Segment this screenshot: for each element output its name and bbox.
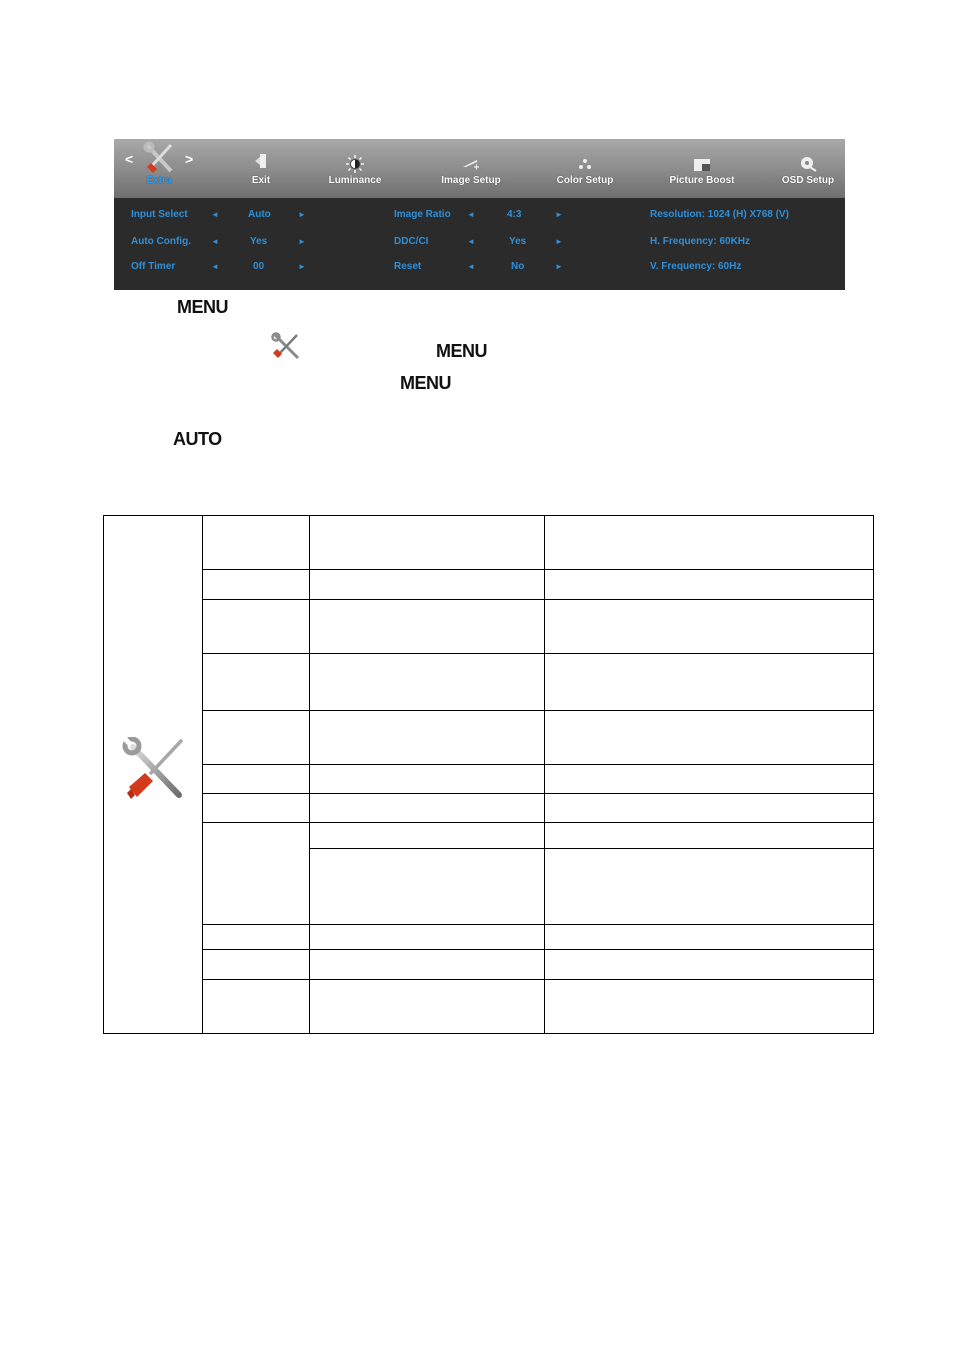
input-select-label[interactable]: Input Select <box>131 209 188 220</box>
tab-image-setup-label: Image Setup <box>441 175 501 186</box>
osd-menu <box>114 139 845 290</box>
tab-picture-boost[interactable] <box>662 139 742 198</box>
image-setup-icon <box>462 157 480 171</box>
nav-left-arrow[interactable]: < <box>125 151 134 167</box>
extra-settings-table <box>103 515 874 1034</box>
off-timer-left-arrow[interactable]: ◄ <box>211 262 219 271</box>
off-timer-right-arrow[interactable]: ► <box>298 262 306 271</box>
nav-right-arrow[interactable]: > <box>185 151 194 167</box>
tab-luminance-label: Luminance <box>328 175 382 186</box>
image-ratio-label[interactable]: Image Ratio <box>394 209 451 220</box>
image-ratio-value: 4:3 <box>507 209 522 220</box>
reset-label[interactable]: Reset <box>394 261 422 272</box>
table-row-divider <box>202 569 874 570</box>
ddc-ci-label[interactable]: DDC/CI <box>394 236 429 247</box>
ddc-ci-value: Yes <box>509 236 527 247</box>
auto-config-value: Yes <box>250 236 268 247</box>
tab-image-setup[interactable] <box>434 139 508 198</box>
table-border-top <box>103 515 874 516</box>
menu-key-label-2: MENU <box>436 341 487 361</box>
table-row-divider <box>202 949 874 950</box>
menu-key-label-1: MENU <box>177 297 228 317</box>
luminance-icon <box>346 155 364 173</box>
off-timer-label[interactable]: Off Timer <box>131 261 176 272</box>
tools-icon <box>270 332 302 360</box>
table-row-divider <box>202 924 874 925</box>
reset-value: No <box>511 261 525 272</box>
color-setup-icon <box>578 158 592 170</box>
off-timer-value: 00 <box>253 261 265 272</box>
tab-osd-setup-label: OSD Setup <box>781 175 835 186</box>
table-row-divider <box>202 764 874 765</box>
resolution-info: Resolution: 1024 (H) X768 (V) <box>650 209 789 220</box>
tools-icon <box>141 141 177 175</box>
table-border-left <box>103 515 104 1034</box>
image-ratio-left-arrow[interactable]: ◄ <box>467 210 475 219</box>
tab-picture-boost-label: Picture Boost <box>669 175 735 186</box>
table-row-divider <box>202 793 874 794</box>
input-select-right-arrow[interactable]: ► <box>298 210 306 219</box>
tab-exit[interactable] <box>236 139 286 198</box>
osd-settings <box>114 198 845 290</box>
tab-extra-label: Extra <box>146 175 172 186</box>
table-border-bottom <box>103 1033 874 1034</box>
table-row-divider <box>202 979 874 980</box>
input-select-value: Auto <box>248 209 271 220</box>
table-row-divider <box>202 653 874 654</box>
auto-key-label: AUTO <box>173 429 222 449</box>
table-row-divider <box>202 599 874 600</box>
tab-exit-label: Exit <box>251 175 271 186</box>
table-col-divider <box>309 515 310 1034</box>
v-frequency-info: V. Frequency: 60Hz <box>650 261 742 272</box>
exit-icon <box>254 153 268 169</box>
osd-tab-bar <box>114 139 845 198</box>
tab-luminance[interactable] <box>322 139 388 198</box>
table-row-divider <box>202 822 874 823</box>
h-frequency-info: H. Frequency: 60KHz <box>650 236 751 247</box>
image-ratio-right-arrow[interactable]: ► <box>555 210 563 219</box>
table-row-divider <box>202 710 874 711</box>
osd-setup-icon <box>799 156 817 172</box>
tab-color-setup-label: Color Setup <box>556 175 614 186</box>
ddc-ci-right-arrow[interactable]: ► <box>555 237 563 246</box>
table-border-right <box>873 515 874 1034</box>
table-col-divider <box>202 515 203 1034</box>
auto-config-left-arrow[interactable]: ◄ <box>211 237 219 246</box>
table-subrow-divider <box>309 848 874 849</box>
picture-boost-icon <box>693 158 711 172</box>
ddc-ci-left-arrow[interactable]: ◄ <box>467 237 475 246</box>
tools-icon <box>121 737 187 801</box>
auto-config-right-arrow[interactable]: ► <box>298 237 306 246</box>
tab-osd-setup[interactable] <box>778 139 838 198</box>
reset-left-arrow[interactable]: ◄ <box>467 262 475 271</box>
input-select-left-arrow[interactable]: ◄ <box>211 210 219 219</box>
auto-config-label[interactable]: Auto Config. <box>131 236 191 247</box>
tab-color-setup[interactable] <box>550 139 620 198</box>
tab-extra[interactable] <box>130 139 188 198</box>
table-col-divider <box>544 515 545 1034</box>
reset-right-arrow[interactable]: ► <box>555 262 563 271</box>
menu-key-label-3: MENU <box>400 373 451 393</box>
